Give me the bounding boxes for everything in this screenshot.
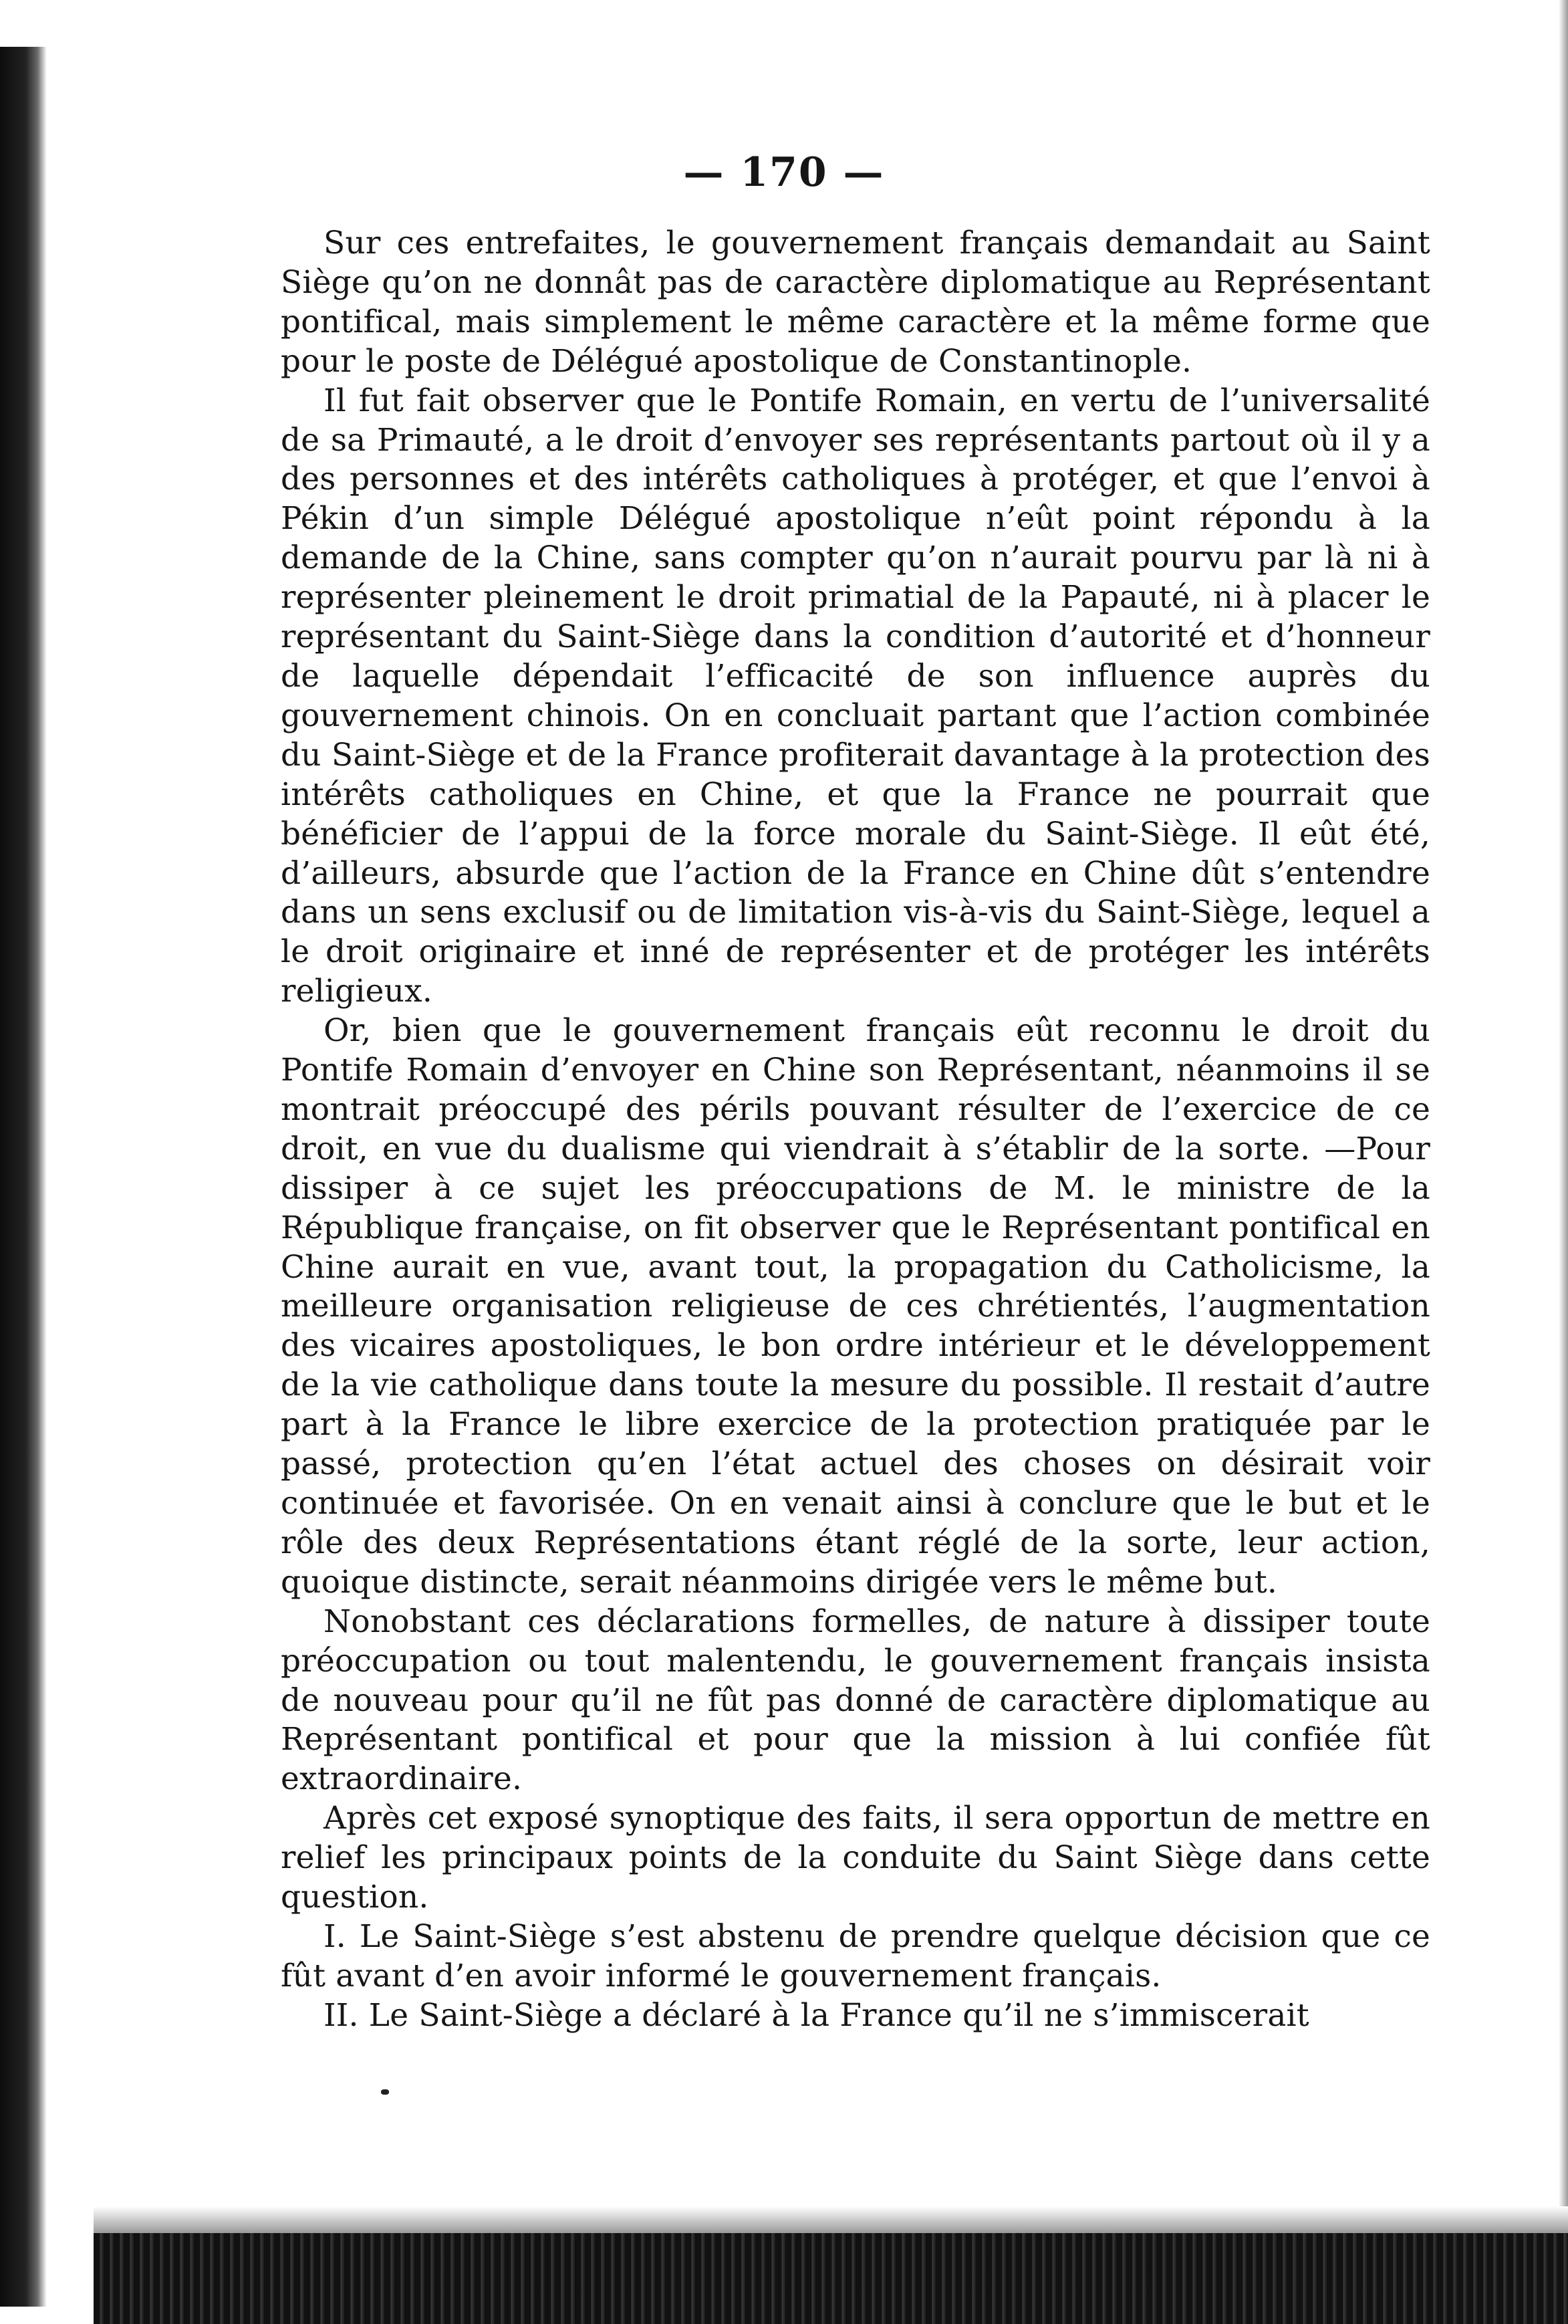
paragraph: Il fut fait observer que le Pontife Romain, en vertu de l’universalité de sa Primauté, a le droit d’envoyer ses représentants partout où il y a des personnes et des intérêts catholiques à protéger, et que l’envoi à Pékin d’un simple Délégué apostolique n’eût point répondu à la demande de la Chine, sans compter qu’on n’aurait pourvu par là ni à représenter pleinement le droit primatial de la Papauté, ni à placer le représentant du Saint-Siège dans la condition d’autorité et d’honneur de laquelle dépendait l’efficacité de son influence auprès du gouvernement chinois. On en concluait partant que l’action combinée du Saint-Siège et de la France profiterait davantage à la protection des intérêts catholiques en Chine, et que la France ne pourrait que bénéficier de l’appui de la force morale du Saint-Siège. Il eût été, d’ailleurs, absurde que l’action de la France en Chine dût s’entendre dans un sens exclusif ou de limitation vis-à-vis du Saint-Siège, lequel a le droit originaire et inné de représenter et de protéger les intérêts religieux.: [281, 382, 1430, 1010]
paragraph: Nonobstant ces déclarations formelles, de nature à dissiper toute préoccupation ou tout malentendu, le gouvernement français insista de nouveau pour qu’il ne fût pas donné de caractère diplomatique au Représentant pontifical et pour que la mission à lui confiée fût extraordinaire.: [281, 1603, 1430, 1798]
paragraph: Sur ces entrefaites, le gouvernement français demandait au Saint Siège qu’on ne donnât pas de caractère diplomatique au Représentant pontifical, mais simplement le même caractère et la même forme que pour le poste de Délégué apostolique de Constantinople.: [281, 225, 1430, 380]
paragraph: Après cet exposé synoptique des faits, il sera opportun de mettre en relief les principaux points de la conduite du Saint Siège dans cette question.: [281, 1800, 1430, 1916]
body-text: [281, 224, 1430, 2036]
paragraph: I. Le Saint-Siège s’est abstenu de prendre quelque décision que ce fût avant d’en avoir informé le gouvernement français.: [281, 1918, 1430, 1994]
paragraph: II. Le Saint-Siège a déclaré à la France qu’il ne s’immiscerait: [323, 1996, 1309, 2034]
paragraph: Or, bien que le gouvernement français eût reconnu le droit du Pontife Romain d’envoyer en Chine son Représentant, néanmoins il se montrait préoccupé des périls pouvant résulter de l’exercice de ce droit, en vue du dualisme qui viendrait à s’établir de la sorte. —Pour dissiper à ce sujet les préoccupations de M. le ministre de la République française, on fit observer que le Représentant pontifical en Chine aurait en vue, avant tout, la propagation du Catholicisme, la meilleure organisation religieuse de ces chrétientés, l’augmentation des vicaires apostoliques, le bon ordre intérieur et le développement de la vie catholique dans toute la mesure du possible. Il restait d’autre part à la France le libre exercice de la protection pratiquée par le passé, protection qu’en l’état actuel des choses on désirait voir continuée et favorisée. On en venait ainsi à conclure que le but et le rôle des deux Représentations étant réglé de la sorte, leur action, quoique distincte, serait néanmoins dirigée vers le même but.: [281, 1012, 1430, 1601]
page-number: — 170 —: [683, 149, 885, 196]
scan-border-left: [0, 47, 47, 2307]
ink-speck: [381, 2089, 389, 2095]
scan-border-right: [1559, 0, 1568, 2324]
scan-border-bottom: [94, 2233, 1568, 2324]
scan-shadow-bottom: [94, 2206, 1568, 2233]
